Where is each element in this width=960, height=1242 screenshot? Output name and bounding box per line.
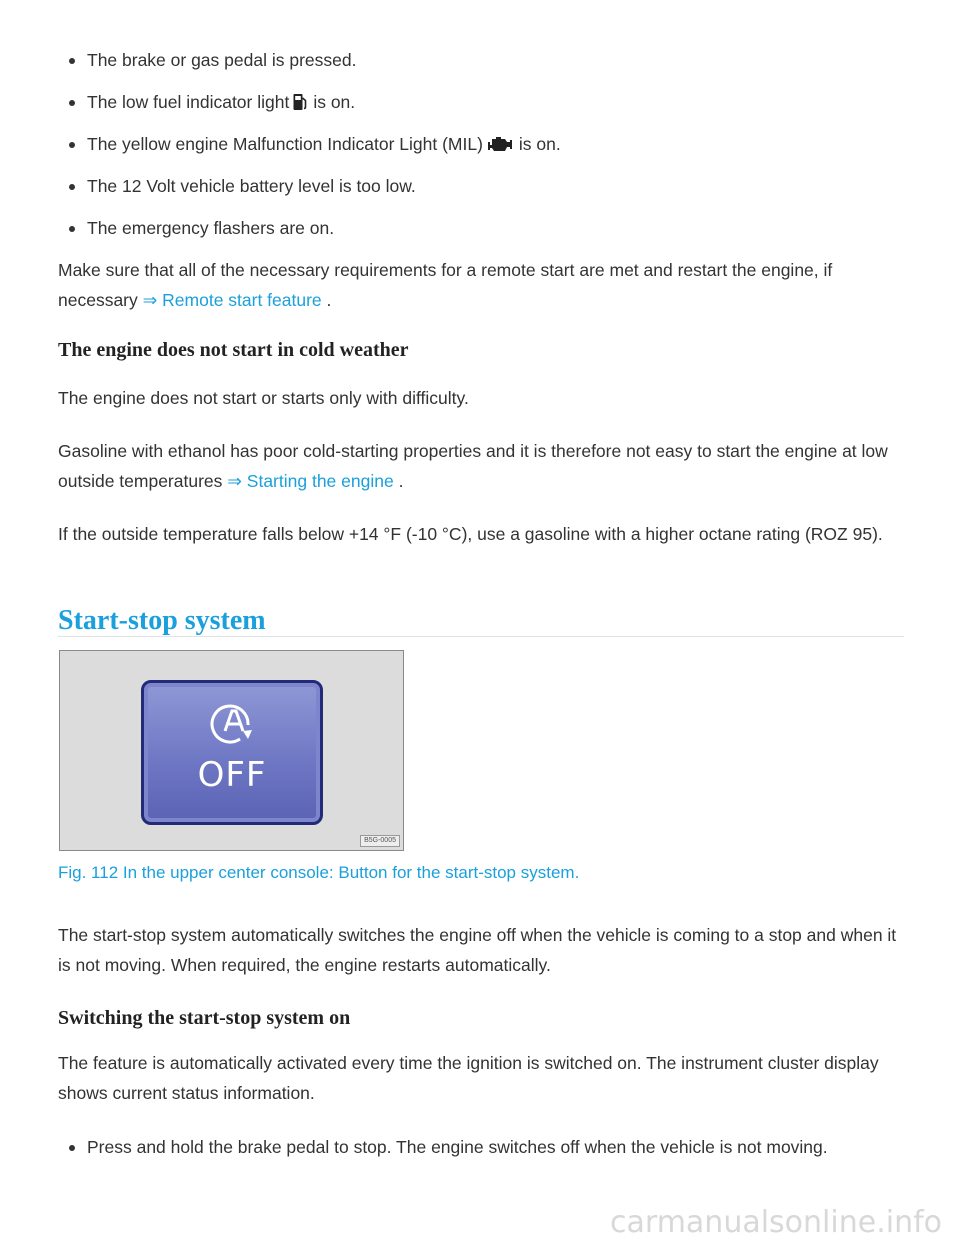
engine-icon <box>487 135 513 158</box>
remote-start-link[interactable]: ⇒ Remote start feature <box>142 290 322 310</box>
start-stop-intro-paragraph: The start-stop system automatically switches the engine off when the vehicle is coming to a stop and when it is not moving. When required, the engine restarts automatically. <box>58 925 897 975</box>
start-stop-off-button <box>141 680 323 825</box>
section-title: Start-stop system <box>58 605 266 636</box>
list-item-text: Press and hold the brake pedal to stop. The engine switches off when the vehicle is not moving. <box>87 1137 828 1157</box>
off-label: OFF <box>197 755 267 795</box>
list-item-text: is on. <box>313 92 356 112</box>
cold-paragraph-3: If the outside temperature falls below +14 °F (-10 °C), use a gasoline with a higher octane rating (ROZ 95). <box>58 524 883 544</box>
figure-start-stop-button <box>59 650 404 851</box>
switching-on-heading: Switching the start-stop system on <box>58 1007 351 1029</box>
list-item-text: The brake or gas pedal is pressed. <box>87 50 357 70</box>
list-item-text: is on. <box>518 134 561 154</box>
starting-engine-link[interactable]: ⇒ Starting the engine <box>227 471 394 491</box>
auto-start-stop-icon <box>210 701 258 750</box>
switching-on-paragraph: The feature is automatically activated every time the ignition is switched on. The instrument cluster display shows current status information. <box>58 1053 879 1103</box>
cold-paragraph-2: Gasoline with ethanol has poor cold-starting properties and it is therefore not easy to start the engine at low outside temperatures ⇒ Starting the engine . <box>58 441 888 491</box>
figure-caption: Fig. 112 In the upper center console: Button for the start-stop system. <box>58 863 580 882</box>
list-item-text: The yellow engine Malfunction Indicator Light (MIL) <box>87 134 483 154</box>
watermark: carmanualsonline.info <box>610 1205 942 1240</box>
cold-paragraph-1: The engine does not start or starts only with difficulty. <box>58 388 469 408</box>
bullet-dot <box>69 100 75 106</box>
bullet-dot <box>69 1145 75 1151</box>
list-item-text: The emergency flashers are on. <box>87 218 335 238</box>
bullet-dot <box>69 58 75 64</box>
bullet-dot <box>69 184 75 190</box>
fuel-icon <box>293 93 307 116</box>
list-item-text: The low fuel indicator light <box>87 92 290 112</box>
figure-code: B5G-0005 <box>360 835 400 847</box>
bullet-dot <box>69 226 75 232</box>
cold-weather-heading: The engine does not start in cold weather <box>58 339 409 361</box>
list-item-text: The 12 Volt vehicle battery level is too low. <box>87 176 416 196</box>
bullet-dot <box>69 142 75 148</box>
section-divider <box>58 636 904 637</box>
remote-start-paragraph: Make sure that all of the necessary requirements for a remote start are met and restart the engine, if necessary ⇒ Remote start feature . <box>58 260 833 310</box>
